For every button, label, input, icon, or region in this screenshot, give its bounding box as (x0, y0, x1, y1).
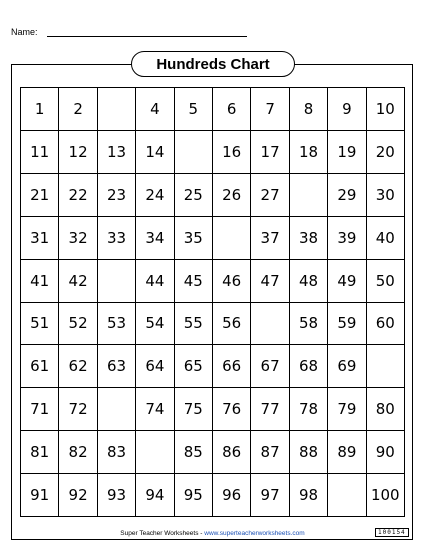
grid-cell: 71 (21, 388, 59, 431)
grid-cell: 32 (59, 217, 97, 260)
grid-cell: 93 (98, 474, 136, 517)
grid-cell: 91 (21, 474, 59, 517)
grid-cell: 33 (98, 217, 136, 260)
hundreds-grid (20, 87, 405, 517)
grid-cell: 10 (367, 88, 405, 131)
grid-cell: 37 (251, 217, 289, 260)
grid-cell: 8 (290, 88, 328, 131)
grid-cell: 35 (175, 217, 213, 260)
grid-cell: 61 (21, 345, 59, 388)
grid-cell: 13 (98, 131, 136, 174)
grid-cell: 16 (213, 131, 251, 174)
grid-cell: 49 (328, 260, 366, 303)
grid-cell: 68 (290, 345, 328, 388)
grid-cell-blank[interactable] (251, 303, 289, 346)
grid-cell: 30 (367, 174, 405, 217)
name-label: Name: (11, 27, 38, 37)
grid-cell-blank[interactable] (98, 260, 136, 303)
grid-cell: 69 (328, 345, 366, 388)
grid-cell: 75 (175, 388, 213, 431)
footer (0, 530, 425, 537)
grid-cell: 31 (21, 217, 59, 260)
grid-cell: 89 (328, 431, 366, 474)
grid-cell-blank[interactable] (175, 131, 213, 174)
grid-cell: 6 (213, 88, 251, 131)
grid-cell-blank[interactable] (290, 174, 328, 217)
footer-site[interactable]: www.superteacherworksheets.com (204, 530, 305, 537)
grid-cell: 17 (251, 131, 289, 174)
grid-cell: 44 (136, 260, 174, 303)
grid-cell-blank[interactable] (136, 431, 174, 474)
grid-cell: 47 (251, 260, 289, 303)
grid-cell: 21 (21, 174, 59, 217)
grid-cell: 90 (367, 431, 405, 474)
grid-cell: 94 (136, 474, 174, 517)
grid-cell: 86 (213, 431, 251, 474)
grid-cell: 25 (175, 174, 213, 217)
grid-cell: 95 (175, 474, 213, 517)
worksheet-code: 100154 (375, 528, 409, 537)
grid-cell: 52 (59, 303, 97, 346)
grid-cell: 19 (328, 131, 366, 174)
grid-cell: 58 (290, 303, 328, 346)
grid-cell: 96 (213, 474, 251, 517)
footer-brand: Super Teacher Worksheets - (120, 530, 205, 537)
grid-cell: 11 (21, 131, 59, 174)
grid-cell-blank[interactable] (328, 474, 366, 517)
grid-cell: 83 (98, 431, 136, 474)
grid-cell: 29 (328, 174, 366, 217)
grid-cell: 65 (175, 345, 213, 388)
grid-cell: 5 (175, 88, 213, 131)
grid-cell: 18 (290, 131, 328, 174)
grid-cell: 88 (290, 431, 328, 474)
grid-cell: 42 (59, 260, 97, 303)
grid-cell: 34 (136, 217, 174, 260)
name-line[interactable] (47, 36, 247, 37)
grid-cell: 92 (59, 474, 97, 517)
grid-cell: 12 (59, 131, 97, 174)
grid-cell: 97 (251, 474, 289, 517)
grid-cell: 98 (290, 474, 328, 517)
grid-cell: 4 (136, 88, 174, 131)
grid-cell: 27 (251, 174, 289, 217)
grid-cell: 14 (136, 131, 174, 174)
grid-cell: 46 (213, 260, 251, 303)
grid-cell: 56 (213, 303, 251, 346)
grid-cell: 62 (59, 345, 97, 388)
grid-cell: 24 (136, 174, 174, 217)
grid-cell: 45 (175, 260, 213, 303)
grid-cell: 1 (21, 88, 59, 131)
grid-cell: 9 (328, 88, 366, 131)
grid-cell: 51 (21, 303, 59, 346)
grid-cell: 72 (59, 388, 97, 431)
grid-cell-blank[interactable] (98, 388, 136, 431)
grid-cell: 40 (367, 217, 405, 260)
grid-cell: 85 (175, 431, 213, 474)
grid-cell: 23 (98, 174, 136, 217)
grid-cell-blank[interactable] (98, 88, 136, 131)
grid-cell: 22 (59, 174, 97, 217)
grid-cell: 67 (251, 345, 289, 388)
grid-cell: 20 (367, 131, 405, 174)
grid-cell: 50 (367, 260, 405, 303)
grid-cell-blank[interactable] (367, 345, 405, 388)
grid-cell: 38 (290, 217, 328, 260)
grid-cell-blank[interactable] (213, 217, 251, 260)
grid-cell: 81 (21, 431, 59, 474)
grid-cell: 53 (98, 303, 136, 346)
grid-cell: 80 (367, 388, 405, 431)
grid-cell: 39 (328, 217, 366, 260)
grid-cell: 26 (213, 174, 251, 217)
grid-cell: 64 (136, 345, 174, 388)
chart-title: Hundreds Chart (131, 51, 295, 77)
grid-cell: 87 (251, 431, 289, 474)
grid-cell: 63 (98, 345, 136, 388)
grid-cell: 76 (213, 388, 251, 431)
grid-cell: 60 (367, 303, 405, 346)
grid-cell: 82 (59, 431, 97, 474)
grid-cell: 66 (213, 345, 251, 388)
grid-cell: 100 (367, 474, 405, 517)
grid-cell: 78 (290, 388, 328, 431)
grid-cell: 48 (290, 260, 328, 303)
grid-cell: 55 (175, 303, 213, 346)
grid-cell: 7 (251, 88, 289, 131)
grid-cell: 41 (21, 260, 59, 303)
grid-cell: 79 (328, 388, 366, 431)
grid-cell: 74 (136, 388, 174, 431)
grid-cell: 59 (328, 303, 366, 346)
grid-cell: 77 (251, 388, 289, 431)
grid-cell: 2 (59, 88, 97, 131)
grid-cell: 54 (136, 303, 174, 346)
